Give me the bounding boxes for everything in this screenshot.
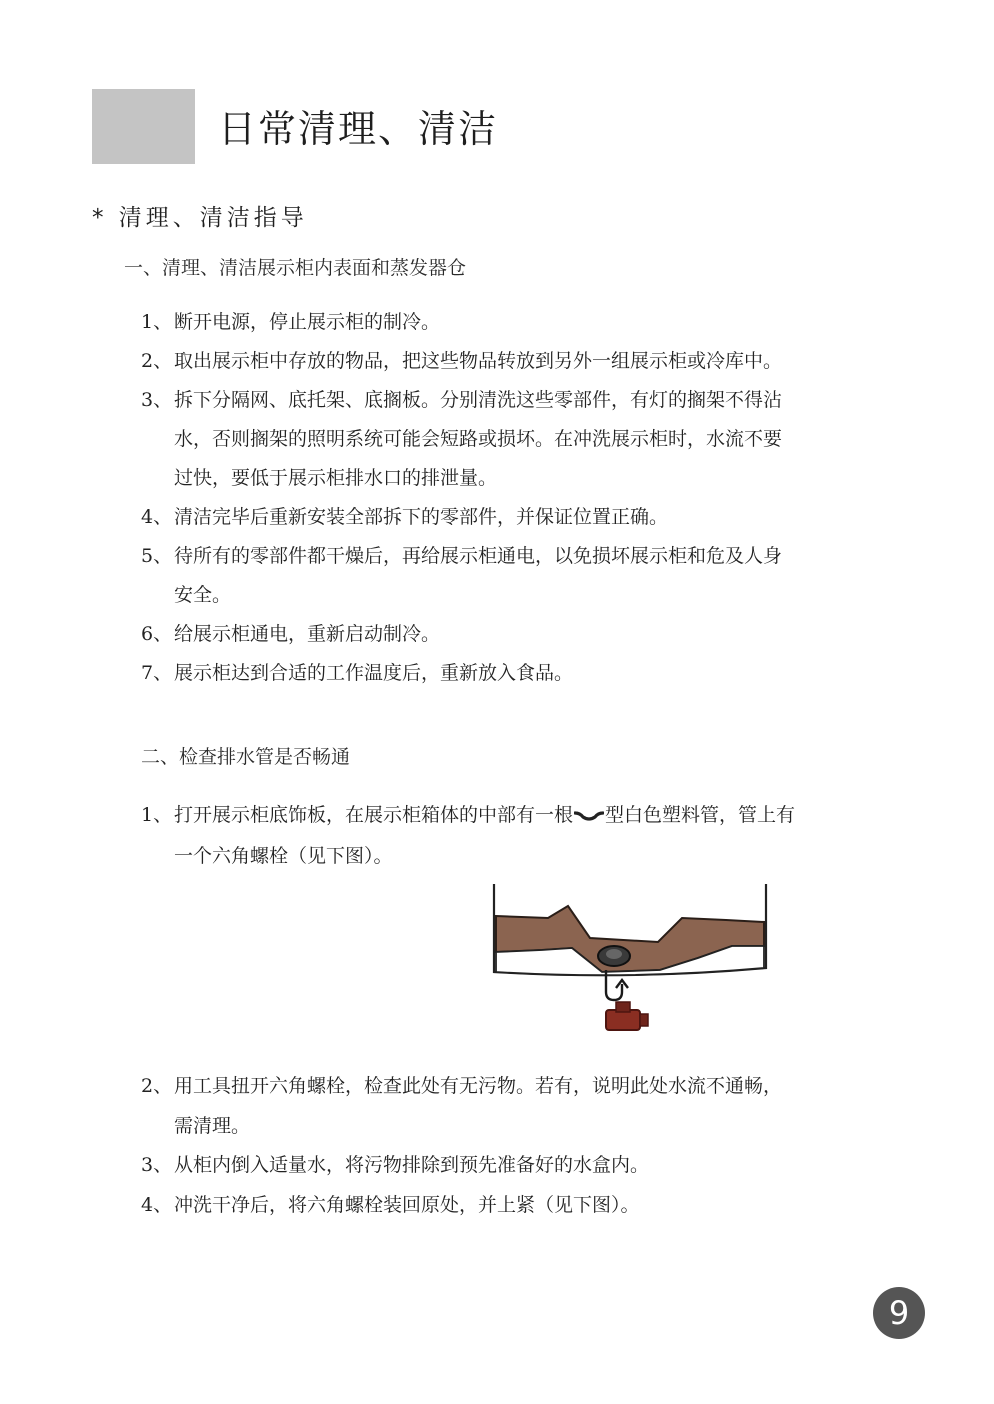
section-heading: * 清理、清洁指导 bbox=[92, 205, 308, 231]
item-number: 3、 bbox=[141, 1154, 173, 1176]
list-item bbox=[141, 303, 782, 342]
list-item bbox=[141, 615, 782, 654]
item-text: 取出展示柜中存放的物品，把这些物品转放到另外一组展示柜或冷库中。 bbox=[174, 350, 783, 372]
list-item bbox=[141, 1146, 782, 1186]
item-text: 冲洗干净后，将六角螺栓装回原处，并上紧（见下图）。 bbox=[174, 1193, 640, 1216]
hex-bolt-hole bbox=[606, 949, 622, 959]
part2-list-a bbox=[141, 795, 795, 877]
item-text: 需清理。 bbox=[174, 1114, 251, 1137]
item-number: 4、 bbox=[141, 1193, 173, 1216]
pipe-shape-icon bbox=[574, 810, 604, 822]
list-item bbox=[141, 537, 782, 615]
item-text: 拆下分隔网、底托架、底搁板。分别清洗这些零部件，有灯的搁架不得沾 bbox=[174, 389, 783, 411]
list-item bbox=[141, 795, 795, 877]
item-text: 安全。 bbox=[174, 584, 232, 606]
part1-list bbox=[141, 303, 782, 693]
item-text: 待所有的零部件都干燥后，再给展示柜通电，以免损坏展示柜和危及人身 bbox=[174, 545, 783, 567]
item-text: 从柜内倒入适量水，将污物排除到预先准备好的水盒内。 bbox=[174, 1154, 650, 1176]
list-item bbox=[141, 1067, 782, 1146]
item-number: 2、 bbox=[141, 1075, 173, 1097]
list-item bbox=[141, 1186, 782, 1226]
title-block bbox=[92, 89, 195, 164]
item-text: 用工具扭开六角螺栓，检查此处有无污物。若有，说明此处水流不通畅， bbox=[174, 1075, 783, 1097]
page-number-badge: 9 bbox=[873, 1287, 925, 1339]
item-number: 4、 bbox=[141, 506, 173, 528]
part1-heading: 一、清理、清洁展示柜内表面和蒸发器仓 bbox=[124, 257, 467, 279]
item-text: 水，否则搁架的照明系统可能会短路或损坏。在冲洗展示柜时，水流不要 bbox=[174, 428, 783, 450]
drain-pipe-diagram bbox=[490, 880, 770, 1040]
list-item bbox=[141, 342, 782, 381]
page-title: 日常清理、清洁 bbox=[218, 107, 499, 151]
item-text: 断开电源，停止展示柜的制冷。 bbox=[174, 311, 441, 333]
hex-bolt-head bbox=[606, 1010, 640, 1030]
item-number: 6、 bbox=[141, 623, 173, 645]
item-number: 1、 bbox=[141, 804, 173, 826]
item-number: 2、 bbox=[141, 350, 173, 372]
item-number: 3、 bbox=[141, 389, 173, 411]
hex-bolt-thread bbox=[616, 1002, 630, 1012]
list-item bbox=[141, 654, 782, 693]
item-text: 给展示柜通电，重新启动制冷。 bbox=[174, 623, 441, 645]
item-text: 清洁完毕后重新安装全部拆下的零部件，并保证位置正确。 bbox=[174, 506, 669, 528]
item-text: 展示柜达到合适的工作温度后，重新放入食品。 bbox=[174, 662, 574, 684]
item-text: 一个六角螺栓（见下图）。 bbox=[174, 845, 393, 867]
part2-list-b bbox=[141, 1067, 782, 1225]
list-item bbox=[141, 498, 782, 537]
item-number: 5、 bbox=[141, 545, 173, 567]
item-number: 1、 bbox=[141, 311, 173, 333]
item-number: 7、 bbox=[141, 662, 173, 684]
item-text: 过快，要低于展示柜排水口的排泄量。 bbox=[174, 467, 498, 489]
item-text: 打开展示柜底饰板，在展示柜箱体的中部有一根 型白色塑料管，管上有 bbox=[174, 804, 796, 826]
part2-heading: 二、检查排水管是否畅通 bbox=[141, 746, 351, 768]
hex-bolt-stub bbox=[640, 1014, 648, 1026]
list-item bbox=[141, 381, 782, 498]
